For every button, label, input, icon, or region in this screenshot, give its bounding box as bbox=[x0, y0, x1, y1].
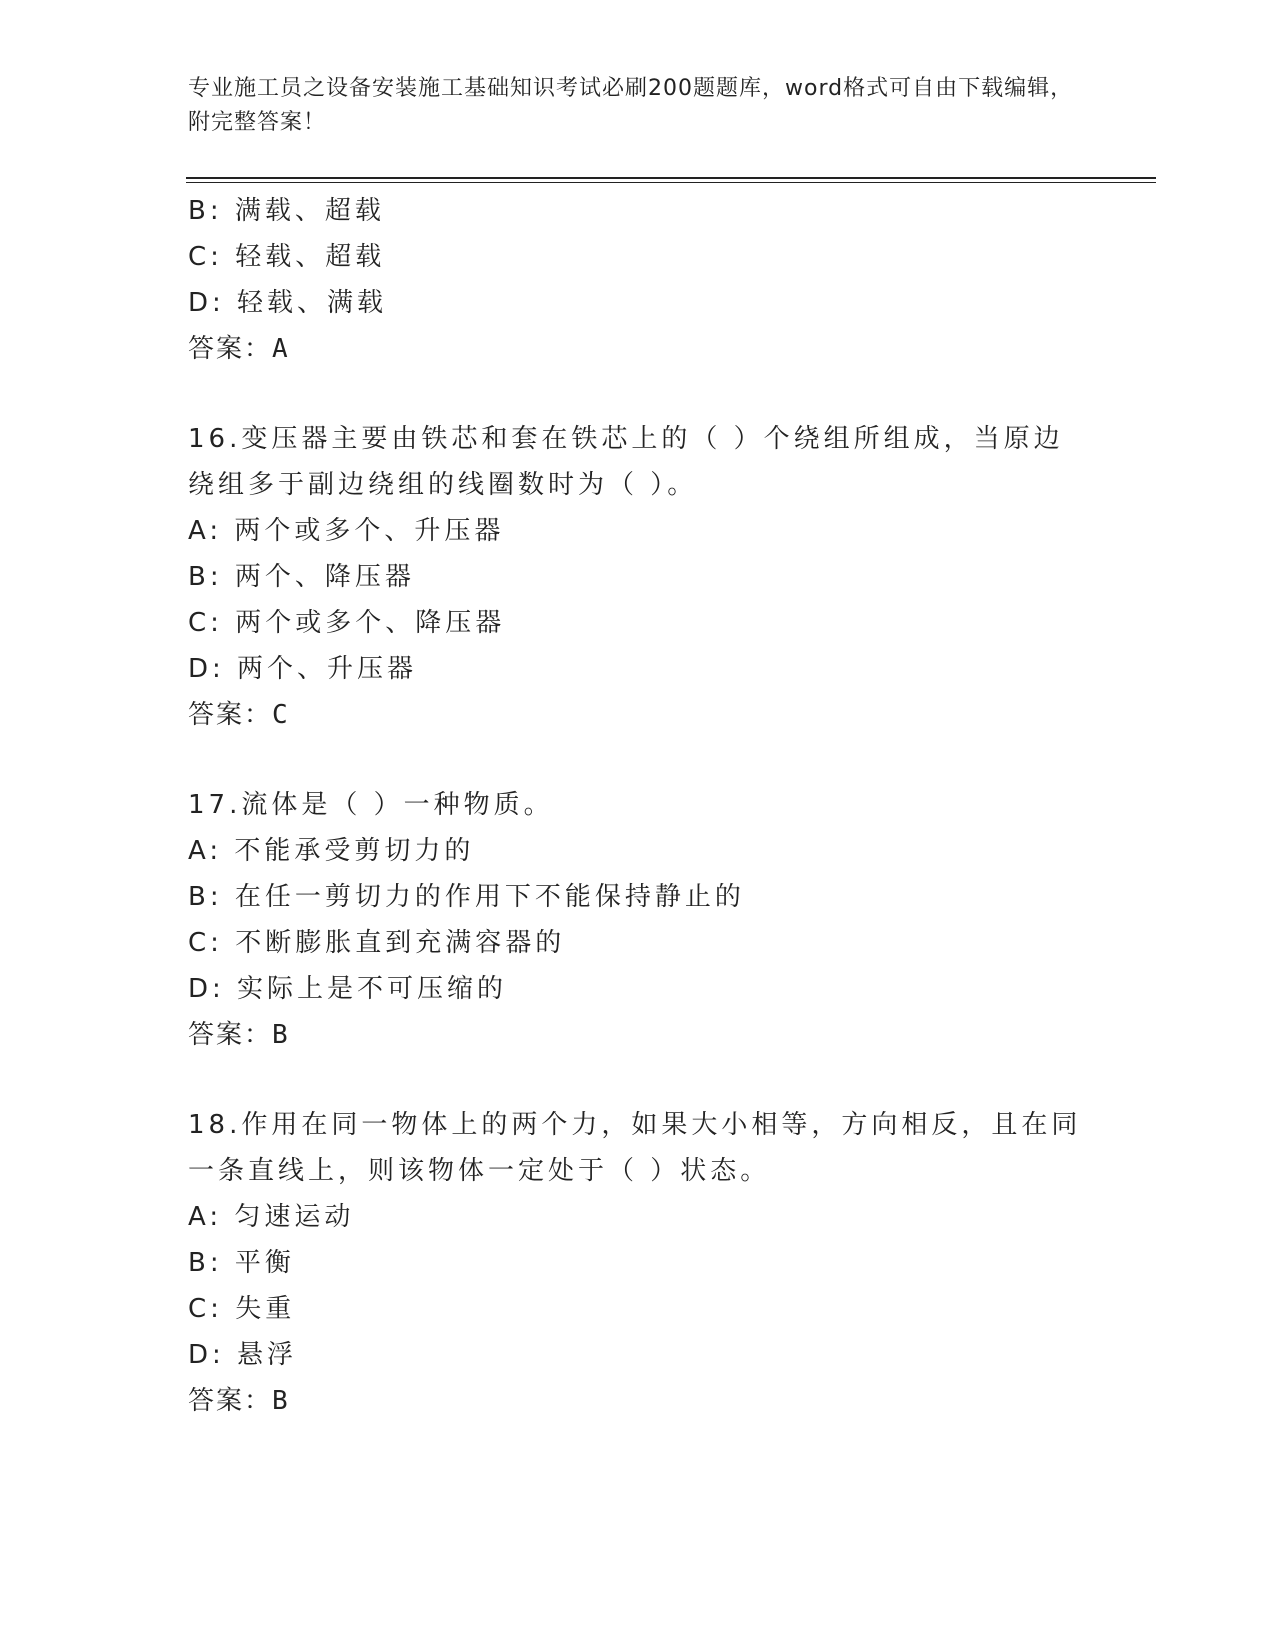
option-text: 两个或多个、降压器 bbox=[235, 608, 506, 638]
option-c bbox=[188, 920, 1088, 966]
option-text: 满载、超载 bbox=[234, 196, 385, 226]
option-text: 悬浮 bbox=[237, 1340, 298, 1370]
option-key: C: bbox=[188, 928, 223, 958]
answer-line bbox=[188, 1012, 1088, 1058]
question-18 bbox=[188, 1102, 1088, 1424]
option-b bbox=[188, 1240, 1088, 1286]
answer-line bbox=[188, 692, 1088, 738]
option-key: A: bbox=[188, 836, 223, 866]
option-text: 实际上是不可压缩的 bbox=[237, 974, 508, 1004]
answer-label: 答案： bbox=[188, 1386, 273, 1416]
option-text: 在任一剪切力的作用下不能保持静止的 bbox=[234, 882, 745, 912]
option-text: 匀速运动 bbox=[234, 1202, 355, 1232]
option-c bbox=[188, 1286, 1088, 1332]
option-a bbox=[188, 828, 1088, 874]
header-rule-thick bbox=[186, 177, 1156, 179]
option-key: B: bbox=[188, 196, 223, 226]
answer-value: B bbox=[272, 1386, 290, 1416]
question-15-continued bbox=[188, 188, 1088, 372]
option-text: 轻载、满载 bbox=[237, 288, 388, 318]
option-a bbox=[188, 1194, 1088, 1240]
option-b bbox=[188, 554, 1088, 600]
option-key: D: bbox=[188, 1340, 225, 1370]
option-text: 轻载、超载 bbox=[235, 242, 386, 272]
answer-line bbox=[188, 326, 1088, 372]
option-key: C: bbox=[188, 1294, 223, 1324]
question-content bbox=[188, 188, 1088, 1424]
answer-label: 答案： bbox=[188, 334, 273, 364]
option-key: D: bbox=[188, 654, 225, 684]
option-b bbox=[188, 188, 1088, 234]
option-key: C: bbox=[188, 242, 223, 272]
spacer bbox=[188, 738, 1088, 782]
option-d bbox=[188, 1332, 1088, 1378]
spacer bbox=[188, 1058, 1088, 1102]
option-key: B: bbox=[188, 1248, 223, 1278]
option-d bbox=[188, 966, 1088, 1012]
spacer bbox=[188, 372, 1088, 416]
answer-label: 答案： bbox=[188, 1020, 273, 1050]
answer-line bbox=[188, 1378, 1088, 1424]
option-key: D: bbox=[188, 974, 225, 1004]
question-text: 18.作用在同一物体上的两个力，如果大小相等，方向相反，且在同一条直线上，则该物体一定处于（ ）状态。 bbox=[188, 1110, 1082, 1186]
option-c bbox=[188, 600, 1088, 646]
answer-value: A bbox=[272, 334, 290, 364]
question-text: 17.流体是（ ）一种物质。 bbox=[188, 790, 554, 820]
option-key: C: bbox=[188, 608, 223, 638]
option-key: A: bbox=[188, 1202, 223, 1232]
option-text: 不断膨胀直到充满容器的 bbox=[235, 928, 566, 958]
question-text: 16.变压器主要由铁芯和套在铁芯上的（ ）个绕组所组成，当原边绕组多于副边绕组的线圈数时为（ ）。 bbox=[188, 424, 1064, 500]
option-key: D: bbox=[188, 288, 225, 318]
option-text: 失重 bbox=[235, 1294, 296, 1324]
option-b bbox=[188, 874, 1088, 920]
question-17 bbox=[188, 782, 1088, 1058]
answer-value: C bbox=[272, 700, 290, 730]
option-text: 两个、降压器 bbox=[234, 562, 415, 592]
option-a bbox=[188, 508, 1088, 554]
option-d bbox=[188, 646, 1088, 692]
question-16 bbox=[188, 416, 1088, 738]
option-key: B: bbox=[188, 882, 223, 912]
option-text: 平衡 bbox=[234, 1248, 295, 1278]
option-key: B: bbox=[188, 562, 223, 592]
header-title: 专业施工员之设备安装施工基础知识考试必刷200题题库，word格式可自由下载编辑，附完整答案！ bbox=[188, 76, 1074, 135]
document-header bbox=[188, 72, 1088, 140]
answer-label: 答案： bbox=[188, 700, 273, 730]
option-text: 两个或多个、升压器 bbox=[234, 516, 505, 546]
option-d bbox=[188, 280, 1088, 326]
header-rule-thin bbox=[186, 182, 1156, 183]
option-text: 两个、升压器 bbox=[237, 654, 418, 684]
answer-value: B bbox=[272, 1020, 290, 1050]
option-text: 不能承受剪切力的 bbox=[234, 836, 475, 866]
option-key: A: bbox=[188, 516, 223, 546]
option-c bbox=[188, 234, 1088, 280]
